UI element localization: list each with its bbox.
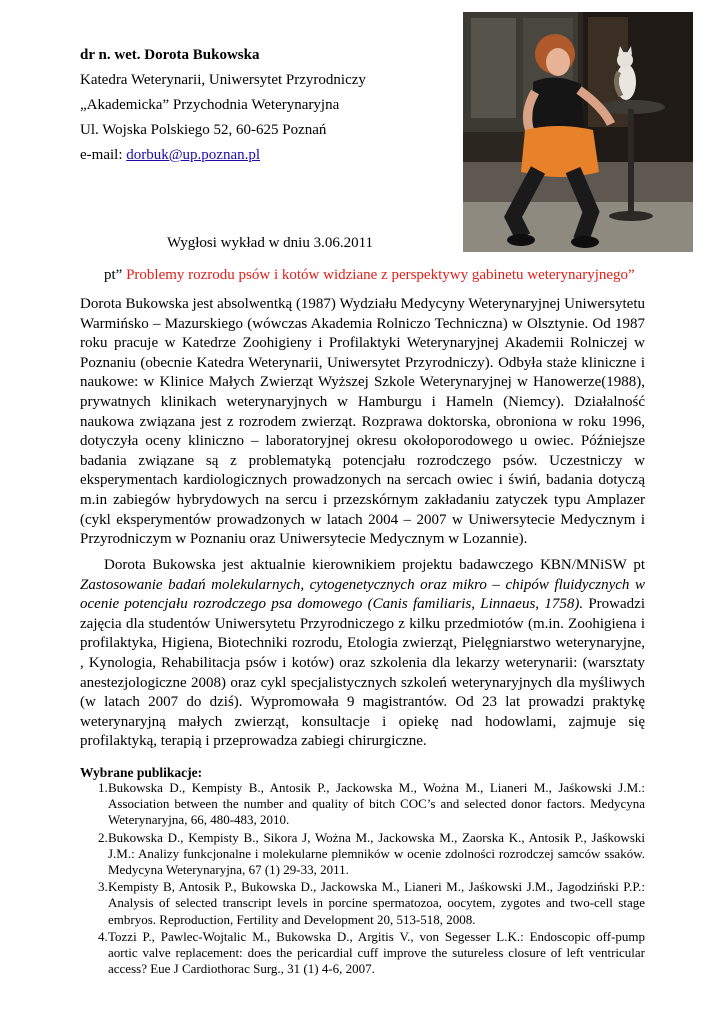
lecture-topic xyxy=(104,266,635,284)
publications-list xyxy=(80,780,645,978)
author-photo xyxy=(463,12,693,252)
email-label: e-mail: xyxy=(80,147,127,163)
publication-text: Kempisty B, Antosik P., Bukowska D., Jackowska M., Lianeri M., Jaśkowski J.M., Jagodziński P.P.: Analysis of selected transcript levels in porcine spermatozoa, oocytem, zygotes and two-cell stage embryos. Reproduction, Fertility and Development 20, 513-518, 2008. xyxy=(108,879,645,927)
bio-paragraph-2 xyxy=(80,556,645,752)
publication-number: 2. xyxy=(98,829,108,845)
clinic-line: „Akademicka” Przychodnia Weterynaryjna xyxy=(80,97,340,113)
publication-item xyxy=(80,929,645,978)
email-line xyxy=(80,146,260,164)
lecture-date: Wygłosi wykład w dniu 3.06.2011 xyxy=(167,235,374,251)
project-title: Zastosowanie badań molekularnych, cytogenetycznych oraz mikro – chipów fluidycznych w ocenie potencjału rozrodczego psa domowego (Canis familiaris, Linnaeus, 1758). xyxy=(80,576,645,613)
department-line: Katedra Weterynarii, Uniwersytet Przyrodniczy xyxy=(80,72,366,88)
publication-item xyxy=(80,879,645,928)
topic-title: Problemy rozrodu psów i kotów widziane z perspektywy gabinetu weterynaryjnego” xyxy=(126,267,635,283)
publication-text: Bukowska D., Kempisty B., Antosik P., Jackowska M., Wożna M., Lianeri M., Jaśkowski J.M.: Association between the number and quality of bitch COC’s and selected donor factors. Medycyna Weterynaryjna, 66, 480-483, 2010. xyxy=(108,780,645,828)
publication-number: 3. xyxy=(98,879,108,895)
publications-heading: Wybrane publikacje: xyxy=(80,765,203,780)
topic-prefix: pt” xyxy=(104,267,127,283)
bio-text-2 xyxy=(80,556,645,752)
publication-text: Tozzi P., Pawlec-Wojtalic M., Bukowska D., Argitis V., von Segesser L.K.: Endoscopic off-pump aortic valve replacement: does the pericardial cuff improve the sutureless closure of left ventricular access? Eue J Cardiothorac Surg., 31 (1) 4-6, 2007. xyxy=(108,928,645,977)
publication-text: Bukowska D., Kempisty B., Sikora J, Wożna M., Jackowska M., Zaorska K., Antosik P., Jaśkowski J.M.: Analizy funkcjonalne i molekularne plemników w ocenie zdolności rozrodczej samców ssaków. Medycyna Weterynaryjna, 67 (1) 29-33, 2011. xyxy=(108,829,645,878)
publication-item xyxy=(80,830,645,879)
email-link[interactable]: dorbuk@up.poznan.pl xyxy=(126,147,261,163)
bio-text-1: Dorota Bukowska jest absolwentką (1987) Wydziału Medycyny Weterynaryjnej Uniwersytetu Warmińsko – Mazurskiego (wówczas Akademia Rolniczo Techniczna) w Olsztynie. Od 1987 roku pracuje w Katedrze Zoohigieny i Profilaktyki Weterynaryjnej Akademii Rolniczej w Poznaniu (obecnie Katedra Weterynarii, Uniwersytet Przyrodniczy). Odbyła staże kliniczne i naukowe: w Klinice Małych Zwierząt Wyższej Szkole Weterynaryjnej w Hanowerze(1988), prywatnych klinikach weterynaryjnych w Hamburgu i Hameln (Niemcy). Działalność naukowa związana jest z rozrodem zwierząt. Rozprawa doktorska, obroniona w roku 1996, dotyczyła oceny kliniczno – laboratoryjnej okresu okołoporodowego u owiec. Późniejsze badania związane są z problematyką potencjału rozrodczego psów. Uczestniczy w eksperymentach kardiologicznych prowadzonych na sercach owiec i świń, badania dotyczą m.in zabiegów hybrydowych na sercu i przezskórnym zakładaniu zatyczek typu Amplazer (cykl eksperymentów prowadzonych w latach 2004 – 2007 w Uniwersytecie Medycznym i Przyrodniczym w Poznaniu oraz Uniwersytecie Medycznym w Lozannie). xyxy=(80,296,645,548)
bio-text-2-start: Dorota Bukowska jest aktualnie kierownikiem projektu badawczego KBN/MNiSW pt xyxy=(104,557,645,573)
bio-paragraph-1 xyxy=(80,295,645,550)
publication-item xyxy=(80,780,645,829)
bio-text-2-end: Prowadzi zajęcia dla studentów Uniwersytetu Przyrodniczego z kilku przedmiotów (m.in. Zoohigiena i profilaktyka, Higiena, Biotechniki rozrodu, Etologia zwierząt, Pielęgniarstwo weterynaryjne, , Kynologia, Rehabilitacja psów i kotów) oraz szkolenia dla lekarzy weterynarii: (warsztaty anestezjologiczne 2008) oraz cykl specjalistycznych szkoleń weterynaryjnych dla myśliwych (w latach 2007 do dziś). Wypromowała 9 magistrantów. Od 23 lat prowadzi praktykę weterynaryjną małych zwierząt, konsultacje i opiekę nad hodowlami, zajmuje się profilaktyką, terapią i przeprowadza zabiegi chirurgiczne. xyxy=(80,596,645,750)
publication-number: 1. xyxy=(98,780,108,795)
publication-number: 4. xyxy=(98,928,108,944)
address-line: Ul. Wojska Polskiego 52, 60-625 Poznań xyxy=(80,122,327,138)
author-name: dr n. wet. Dorota Bukowska xyxy=(80,47,260,63)
